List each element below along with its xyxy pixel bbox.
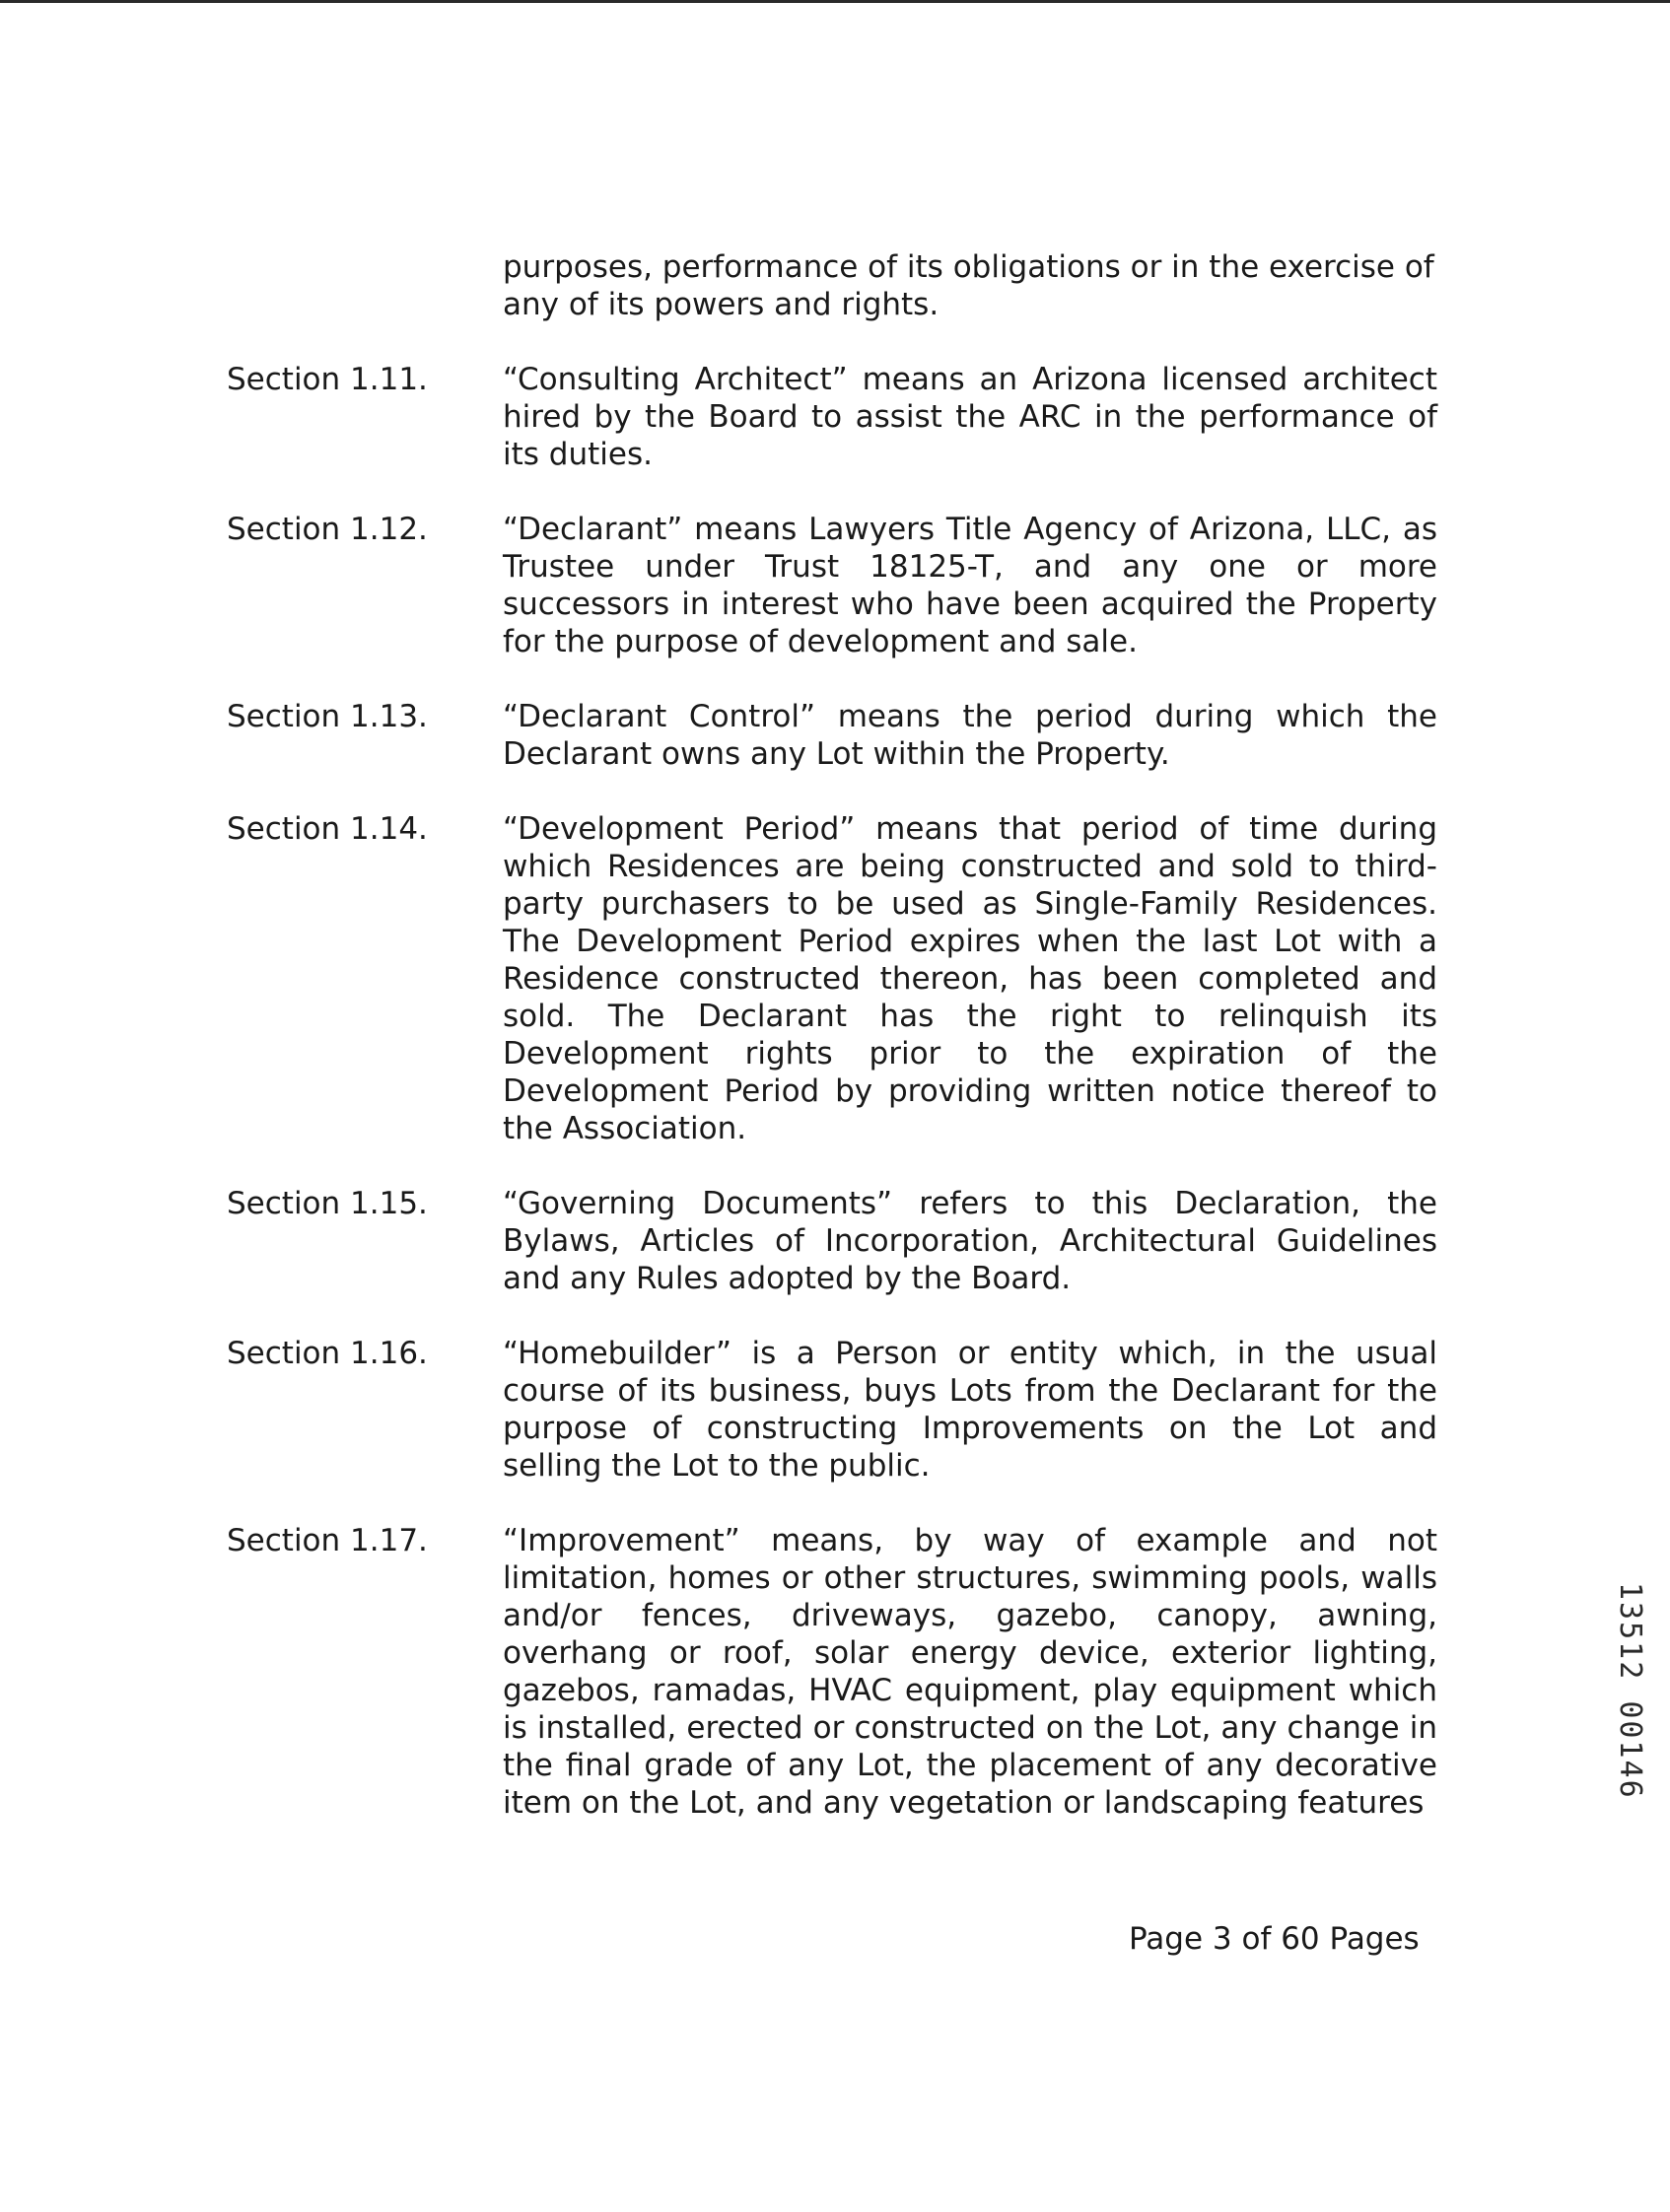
section-text: “Declarant Control” means the period during which the Declarant owns any Lot within the Property. [503, 699, 1437, 772]
document-body [225, 248, 1437, 1859]
section-1-14 [225, 810, 1437, 1147]
section-text: “Improvement” means, by way of example and not limitation, homes or other structures, swimming pools, walls and/or fences, driveways, gazebo, canopy, awning, overhang or roof, solar energy device, exterior lighting, gazebos, ramadas, HVAC equipment, play equipment which is installed, erected or constructed on the Lot, any change in the final grade of any Lot, the placement of any decorative item on the Lot, and any vegetation or landscaping features [503, 1523, 1437, 1821]
section-label: Section 1.12. [227, 512, 428, 547]
section-text: “Homebuilder” is a Person or entity which, in the usual course of its business, buys Lots from the Declarant for the purpose of constructing Improvements on the Lot and selling the Lot to the public. [503, 1336, 1437, 1484]
section-text: “Governing Documents” refers to this Declaration, the Bylaws, Articles of Incorporation, Architectural Guidelines and any Rules adopted by the Board. [503, 1186, 1437, 1296]
section-label: Section 1.16. [227, 1336, 428, 1371]
section-label: Section 1.14. [227, 811, 428, 847]
section-1-13 [225, 698, 1437, 773]
section-1-11 [225, 361, 1437, 473]
section-1-12 [225, 511, 1437, 660]
section-text: “Consulting Architect” means an Arizona licensed architect hired by the Board to assist the ARC in the performance of its duties. [503, 362, 1437, 472]
section-text: “Development Period” means that period of time during which Residences are being constructed and sold to third-party purchasers to be used as Single-Family Residences. The Development Period expires when the last Lot with a Residence constructed thereon, has been completed and sold. The Declarant has the right to relinquish its Development rights prior to the expiration of the Development Period by providing written notice thereof to the Association. [503, 811, 1437, 1146]
section-1-15 [225, 1185, 1437, 1297]
section-1-17 [225, 1522, 1437, 1822]
recording-stamp-number: 13512 00146 [1613, 1582, 1647, 1800]
section-label: Section 1.17. [227, 1523, 428, 1558]
section-label: Section 1.13. [227, 699, 428, 734]
top-scan-rule [0, 0, 1670, 3]
section-label: Section 1.15. [227, 1186, 428, 1221]
continued-paragraph: purposes, performance of its obligations or in the exercise of any of its powers and rights. [503, 249, 1434, 322]
section-text: “Declarant” means Lawyers Title Agency of Arizona, LLC, as Trustee under Trust 18125-T, and any one or more successors in interest who have been acquired the Property for the purpose of development and sale. [503, 512, 1437, 659]
page-number: Page 3 of 60 Pages [1129, 1921, 1420, 1957]
section-label: Section 1.11. [227, 362, 428, 397]
section-1-16 [225, 1335, 1437, 1485]
